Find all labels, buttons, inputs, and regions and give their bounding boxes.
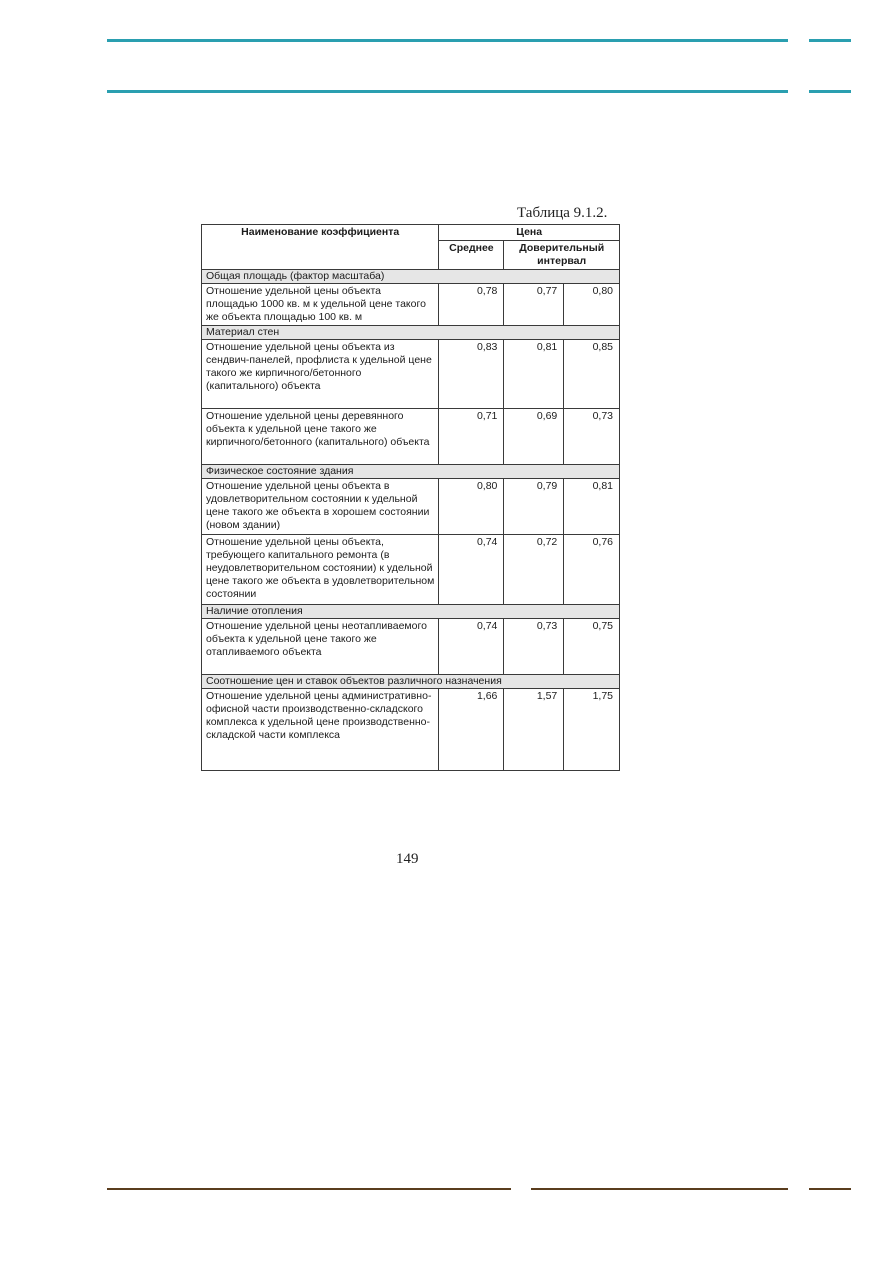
header-mean: Среднее [439,241,504,270]
row-label: Отношение удельной цены объекта из сендвич-панелей, профлиста к удельной цене такого же кирпичного/бетонного (капитального) объекта [202,340,439,409]
row-mean: 0,74 [439,619,504,675]
row-interval-high: 0,76 [564,535,620,605]
row-label: Отношение удельной цены объекта, требующего капитального ремонта (в неудовлетворительном состоянии) к удельной цене такого же объекта в удовлетворительном состоянии [202,535,439,605]
row-label: Отношение удельной цены объекта площадью 1000 кв. м к удельной цене такого же объекта площадью 100 кв. м [202,284,439,326]
row-interval-high: 1,75 [564,689,620,771]
table-row [202,535,620,605]
section-title: Материал стен [202,326,620,340]
coefficient-table [201,224,620,771]
section-row [202,675,620,689]
row-interval-low: 0,72 [504,535,564,605]
section-title: Соотношение цен и ставок объектов различного назначения [202,675,620,689]
table-row [202,340,620,409]
row-mean: 0,78 [439,284,504,326]
row-interval-low: 0,79 [504,479,564,535]
row-mean: 0,83 [439,340,504,409]
section-row [202,465,620,479]
header-rule-top [107,39,788,42]
section-title: Наличие отопления [202,605,620,619]
table-body [202,270,620,771]
table-caption: Таблица 9.1.2. [517,205,608,221]
row-interval-high: 0,85 [564,340,620,409]
header-interval: Доверительный интервал [504,241,620,270]
section-title: Общая площадь (фактор масштаба) [202,270,620,284]
footer-rule-middle [531,1188,788,1190]
row-interval-high: 0,75 [564,619,620,675]
row-interval-low: 1,57 [504,689,564,771]
page-number: 149 [396,851,419,867]
header-rule-bottom [107,90,788,93]
row-mean: 0,71 [439,409,504,465]
row-interval-high: 0,80 [564,284,620,326]
row-label: Отношение удельной цены объекта в удовлетворительном состоянии к удельной цене такого же объекта в хорошем состоянии (новом здании) [202,479,439,535]
section-row [202,270,620,284]
section-row [202,605,620,619]
row-label: Отношение удельной цены неотапливаемого объекта к удельной цене такого же отапливаемого объекта [202,619,439,675]
header-name: Наименование коэффициента [202,225,439,270]
footer-rule-right [809,1188,851,1190]
header-price: Цена [439,225,620,241]
table-row [202,619,620,675]
row-mean: 0,74 [439,535,504,605]
footer-rule-left [107,1188,511,1190]
table-header [202,225,620,270]
row-mean: 1,66 [439,689,504,771]
section-row [202,326,620,340]
row-interval-low: 0,69 [504,409,564,465]
row-label: Отношение удельной цены деревянного объекта к удельной цене такого же кирпичного/бетонного (капитального) объекта [202,409,439,465]
table-row [202,689,620,771]
row-interval-high: 0,81 [564,479,620,535]
row-interval-high: 0,73 [564,409,620,465]
table-row [202,284,620,326]
header-rule-bottom-short [809,90,851,93]
table-row [202,409,620,465]
section-title: Физическое состояние здания [202,465,620,479]
table-row [202,479,620,535]
row-label: Отношение удельной цены административно-офисной части производственно-складского комплекса к удельной цене производственно-складской части комплекса [202,689,439,771]
row-interval-low: 0,73 [504,619,564,675]
header-rule-top-short [809,39,851,42]
row-mean: 0,80 [439,479,504,535]
row-interval-low: 0,77 [504,284,564,326]
row-interval-low: 0,81 [504,340,564,409]
